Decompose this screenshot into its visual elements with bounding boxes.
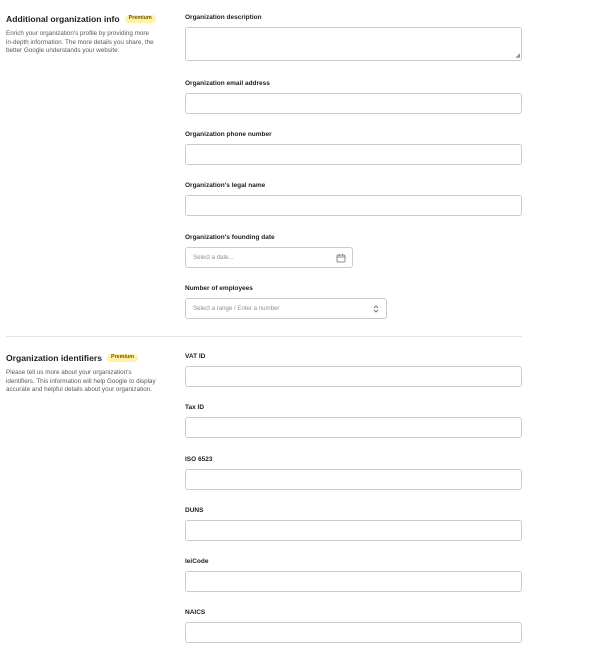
field-duns <box>185 507 203 515</box>
section-divider <box>6 336 522 337</box>
org-phone-input[interactable] <box>185 144 522 165</box>
leicode-input[interactable] <box>185 571 522 592</box>
org-legal-name-input[interactable] <box>185 195 522 216</box>
resize-handle-icon[interactable]: ◢ <box>515 53 520 59</box>
duns-input[interactable] <box>185 520 522 541</box>
org-description-textarea[interactable] <box>185 27 522 61</box>
section-identifiers-sidebar <box>6 353 156 395</box>
premium-badge: Premium <box>107 354 138 362</box>
naics-input[interactable] <box>185 622 522 643</box>
field-leicode <box>185 558 208 566</box>
iso-6523-input[interactable] <box>185 469 522 490</box>
field-number-employees <box>185 285 253 293</box>
field-label: VAT ID <box>185 353 206 360</box>
section-title: Additional organization info <box>6 14 120 24</box>
section-additional-info-sidebar <box>6 14 156 56</box>
field-tax-id <box>185 404 204 412</box>
field-label: Number of employees <box>185 285 253 292</box>
field-iso-6523 <box>185 456 212 464</box>
field-label: ISO 6523 <box>185 456 213 463</box>
field-label: Organization phone number <box>185 131 272 138</box>
section-header <box>6 353 156 363</box>
founding-date-picker[interactable] <box>185 247 353 268</box>
field-label: NAICS <box>185 609 206 616</box>
vat-id-input[interactable] <box>185 366 522 387</box>
field-label: leiCode <box>185 558 209 565</box>
date-placeholder: Select a date... <box>193 254 234 261</box>
field-org-founding-date <box>185 234 275 242</box>
tax-id-input[interactable] <box>185 417 522 438</box>
field-vat-id <box>185 353 205 361</box>
org-email-input[interactable] <box>185 93 522 114</box>
field-label: DUNS <box>185 507 204 514</box>
field-org-description <box>185 14 262 22</box>
section-title: Organization identifiers <box>6 353 102 363</box>
field-org-phone <box>185 131 272 139</box>
employees-placeholder: Select a range / Enter a number <box>193 305 280 312</box>
updown-chevron-icon[interactable] <box>372 304 380 314</box>
field-org-email <box>185 80 270 88</box>
field-label: Organization email address <box>185 80 270 87</box>
employees-select[interactable] <box>185 298 387 319</box>
field-naics <box>185 609 205 617</box>
section-description: Please tell us more about your organization's identifiers. This information will help Google to display accurate and helpful details about your organization. <box>6 369 156 394</box>
premium-badge: Premium <box>125 15 156 23</box>
field-org-legal-name <box>185 182 265 190</box>
field-label: Organization's founding date <box>185 234 275 241</box>
section-description: Enrich your organization's profile by providing more in-depth information. The more details you share, the better Google understands your website. <box>6 30 154 55</box>
section-header <box>6 14 156 24</box>
field-label: Organization description <box>185 14 262 21</box>
calendar-icon[interactable] <box>336 253 346 263</box>
field-label: Organization's legal name <box>185 182 266 189</box>
field-label: Tax ID <box>185 404 205 411</box>
